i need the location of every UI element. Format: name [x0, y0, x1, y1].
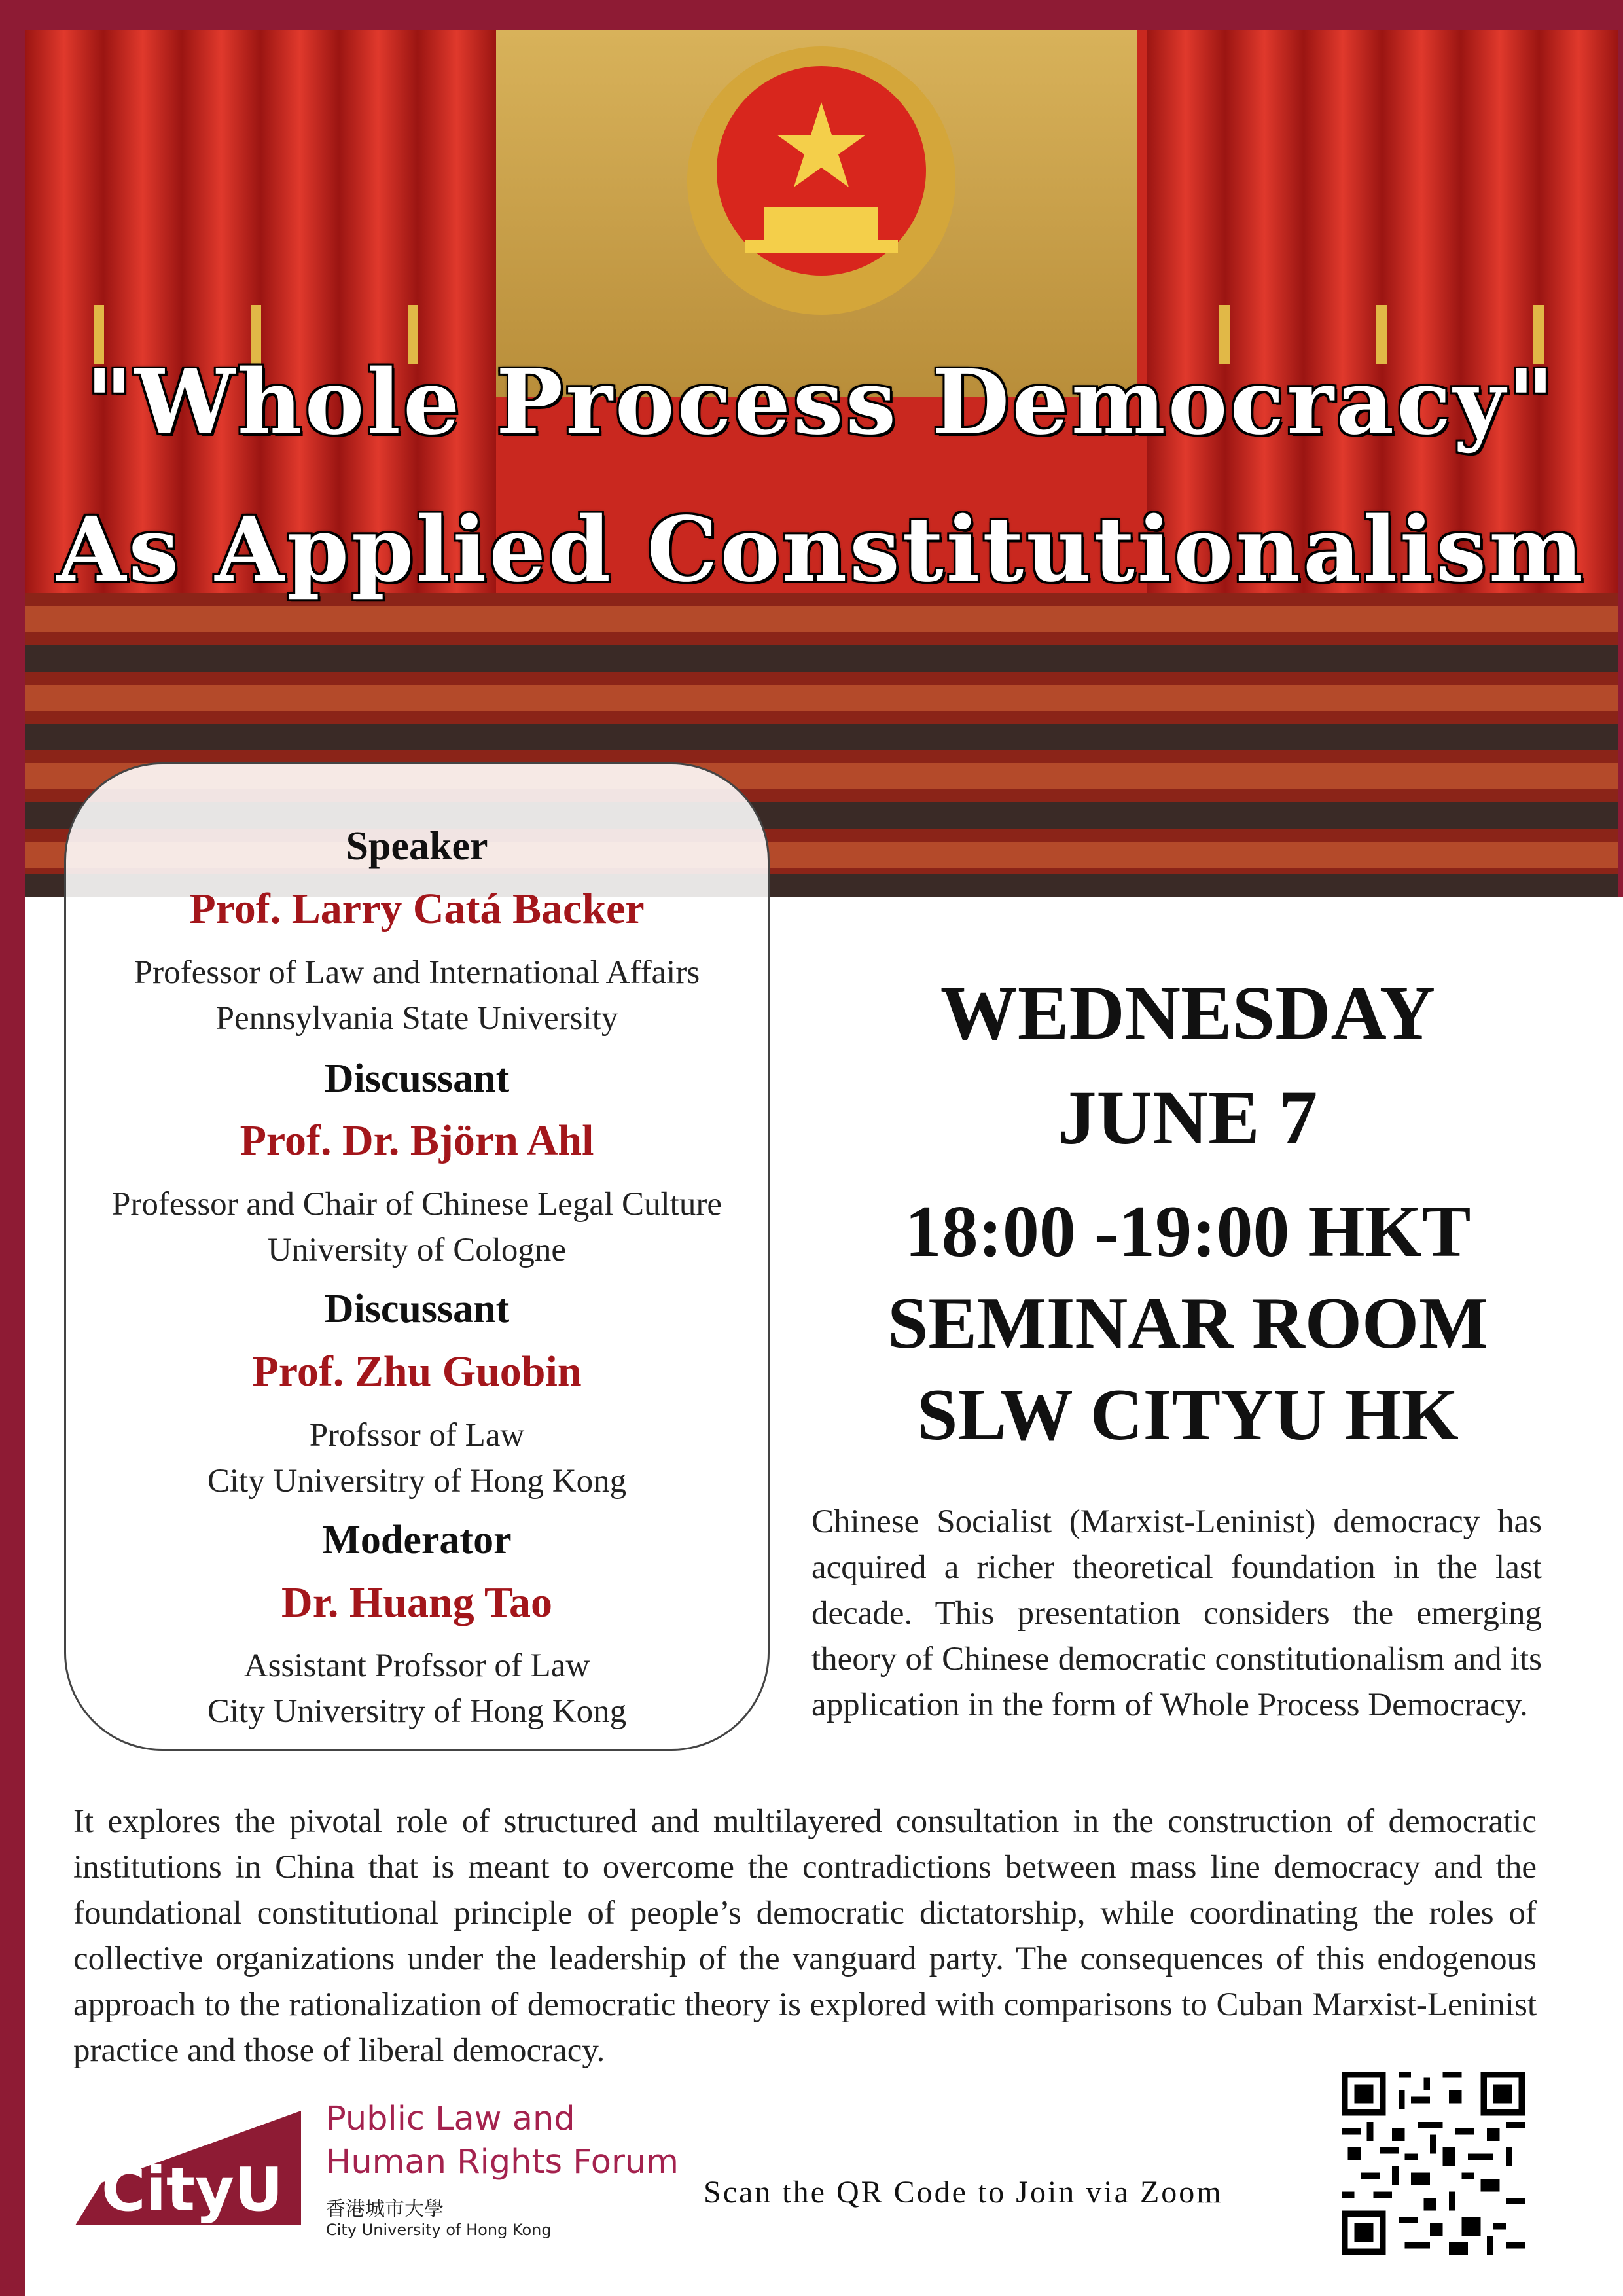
- moderator-affiliation-2: City Universitry of Hong Kong: [207, 1693, 627, 1730]
- abstract-paragraph-2: It explores the pivotal role of structured and multilayered consultation in the construction of democratic institutions in China that is meant to overcome the contradictions between mass line democracy and the foundational constitutional principle of people’s democratic dictatorship, while coordinating the roles of collective organizations under the leadership of the vanguard party. The consequences of this endogenous approach to the rationalization of democratic theory is explored with comparisons to Cuban Marxist-Leninist practice and those of liberal democracy.: [73, 1803, 1537, 2069]
- speaker-role: Speaker: [346, 824, 488, 869]
- cityu-logo-text: CityU: [101, 2155, 283, 2225]
- discussant-2-name: Prof. Zhu Guobin: [252, 1348, 582, 1395]
- moderator-name: Dr. Huang Tao: [281, 1579, 552, 1626]
- cityu-logo-icon: [65, 2098, 340, 2232]
- event-place: SLW CITYU HK: [917, 1374, 1459, 1456]
- speaker-affiliation-1: Professor of Law and International Affairs: [134, 954, 700, 991]
- zoom-qr-code-icon[interactable]: [1342, 2072, 1525, 2255]
- poster-title-line-2: As Applied Constitutionalism: [56, 497, 1586, 602]
- discussant-2-affiliation-1: Profssor of Law: [309, 1417, 525, 1454]
- national-emblem-icon: [687, 46, 955, 315]
- discussant-1-affiliation-1: Professor and Chair of Chinese Legal Culture: [112, 1186, 722, 1223]
- event-time: 18:00 -19:00 HKT: [904, 1191, 1471, 1272]
- event-date: JUNE 7: [1058, 1075, 1318, 1160]
- frame-right: [1618, 0, 1623, 897]
- event-room: SEMINAR ROOM: [887, 1283, 1488, 1364]
- event-day: WEDNESDAY: [940, 970, 1436, 1056]
- poster-title-line-1: "Whole Process Democracy": [86, 350, 1557, 455]
- university-name-chinese: 香港城市大學: [326, 2198, 444, 2221]
- frame-top: [0, 0, 1623, 30]
- forum-name-line-2: Human Rights Forum: [326, 2143, 679, 2181]
- discussant-1-affiliation-2: University of Cologne: [267, 1232, 567, 1268]
- frame-left: [0, 0, 25, 2296]
- scan-instruction: Scan the QR Code to Join via Zoom: [704, 2175, 1223, 2210]
- speaker-affiliation-2: Pennsylvania State University: [215, 1000, 618, 1037]
- discussant-1-role: Discussant: [324, 1056, 510, 1101]
- forum-name: [326, 2098, 679, 2184]
- speaker-panel: [64, 762, 770, 1751]
- moderator-affiliation-1: Assistant Profssor of Law: [243, 1647, 590, 1684]
- speaker-name: Prof. Larry Catá Backer: [189, 885, 645, 933]
- discussant-2-affiliation-2: City Universitry of Hong Kong: [207, 1463, 627, 1499]
- discussant-2-role: Discussant: [324, 1287, 510, 1331]
- discussant-1-name: Prof. Dr. Björn Ahl: [240, 1117, 594, 1164]
- university-name-english: City University of Hong Kong: [326, 2221, 552, 2239]
- moderator-role: Moderator: [322, 1518, 512, 1562]
- abstract-paragraph-1: Chinese Socialist (Marxist-Leninist) democracy has acquired a richer theoretical foundation in the last decade. This presentation considers the emerging theory of Chinese democratic constitutionalism and its application in the form of Whole Process Democracy.: [812, 1503, 1542, 1723]
- forum-name-line-1: Public Law and: [326, 2100, 575, 2138]
